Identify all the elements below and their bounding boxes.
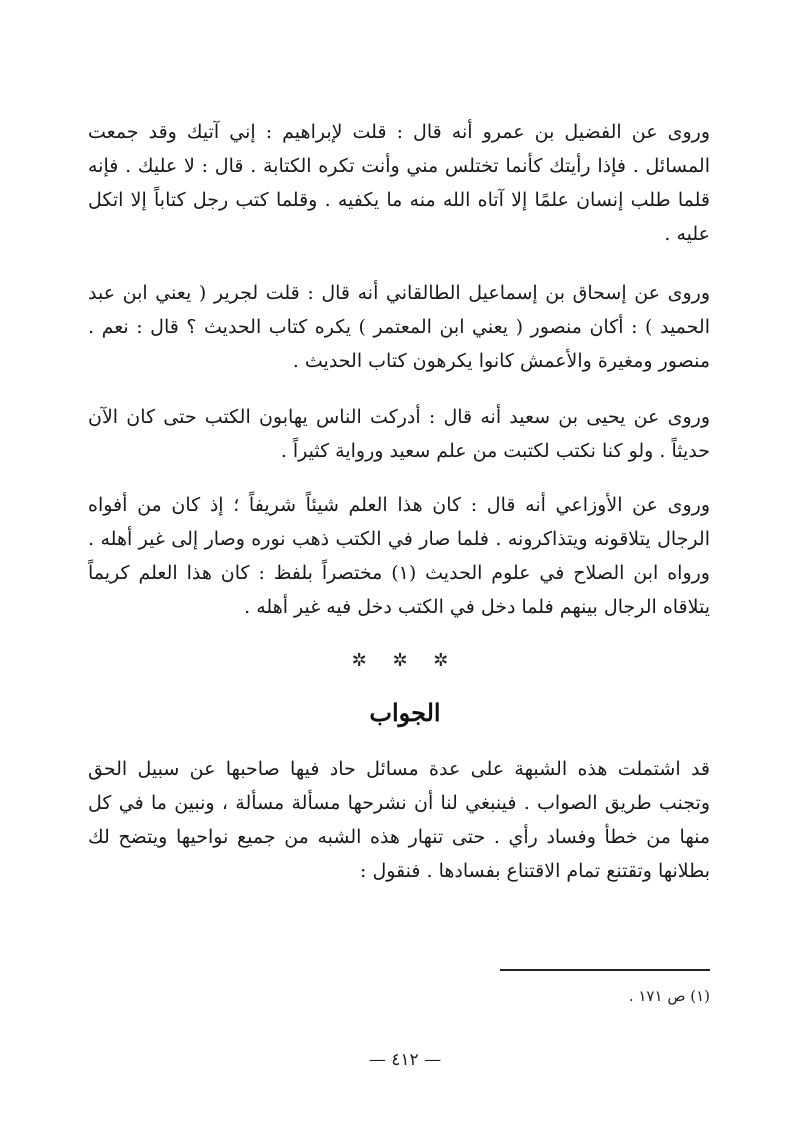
section-heading: الجواب (369, 698, 441, 727)
paragraph-ishaq: وروى عن إسحاق بن إسماعيل الطالقاني أنه قال : قلت لجرير ( يعني ابن عبد الحميد ) : أكان منصور ( يعني ابن المعتمر ) يكره كتاب الحديث ؟ قال : نعم . منصور ومغيرة والأعمش كانوا يكرهون كتاب الحديث . (88, 282, 710, 372)
paragraph-fudayl: وروى عن الفضيل بن عمرو أنه قال : قلت لإبراهيم : إني آتيك وقد جمعت المسائل . فإذا رأيتك كأنما تختلس مني وأنت تكره الكتابة . قال : لا عليك . فإنه قلما طلب إنسان علمًا إلا آتاه الله منه ما يكفيه . وقلما كتب رجل كتاباً إلا اتكل عليه . (88, 121, 710, 245)
footnote-divider (500, 969, 710, 971)
paragraph-awzai: وروى عن الأوزاعي أنه قال : كان هذا العلم شيئاً شريفاً ؛ إذ كان من أفواه الرجال يتلاقونه ويتذاكرونه . فلما صار في الكتب ذهب نوره وصار إلى غير أهله . ورواه ابن الصلاح في علوم الحديث (١) مختصراً بلفظ : كان هذا العلم كريماً يتلاقاه الرجال بينهم فلما دخل في الكتب دخل فيه غير أهله . (88, 494, 710, 618)
page-number: — ٤١٢ — (368, 1050, 442, 1070)
section-separator: ✲ ✲ ✲ (351, 650, 459, 671)
paragraph-answer: قد اشتملت هذه الشبهة على عدة مسائل حاد فيها صاحبها عن سبيل الحق وتجنب طريق الصواب . فينبغي لنا أن نشرحها مسألة مسألة ، ونبين ما في كل منها من خطأ وفساد رأي . حتى تنهار هذه الشبه من جميع نواحيها ويتضح لك بطلانها وتقتنع تمام الاقتناع بفسادها . فنقول : (88, 758, 710, 882)
paragraph-yahya: وروى عن يحيى بن سعيد أنه قال : أدركت الناس يهابون الكتب حتى كان الآن حديثاً . ولو كنا نكتب لكتبت من علم سعيد ورواية كثيراً . (88, 406, 710, 462)
footnote: (١) ص ١٧١ . (628, 987, 710, 1005)
